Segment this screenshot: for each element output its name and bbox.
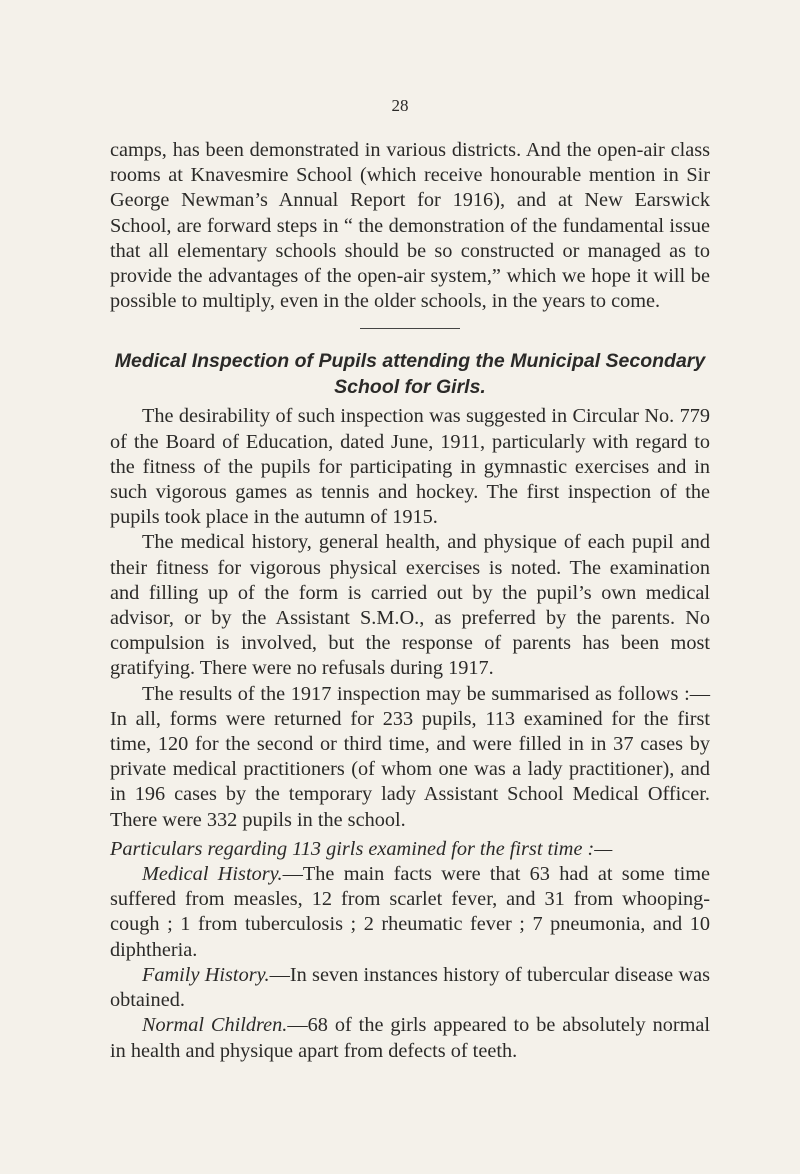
page-number: 28 [391, 96, 409, 115]
paragraph-medical-history-general: The medical history, general health, and physique of each pupil and their fitness for vigorous physical exercises is noted. The examination and filling up of the form is carried out by the pupil’s own medical advisor, or by the Assistant S.M.O., as preferred by the parents. No compulsion is involved, but the response of parents has been most gratifying. There were no refusals during 1917. [110, 531, 710, 680]
page-body [110, 138, 710, 1064]
family-history-paragraph [110, 963, 710, 1013]
normal-children-label: Normal Children. [142, 1014, 288, 1037]
family-history-label: Family History. [142, 963, 270, 986]
normal-children-paragraph [110, 1013, 710, 1063]
section-divider [360, 328, 460, 329]
section-heading-line-1: Medical Inspection of Pupils attending the Municipal Secondary [114, 350, 706, 373]
section-heading-line-2: School for Girls. [334, 375, 486, 398]
paragraph-circular: The desirability of such inspection was suggested in Circular No. 779 of the Board of Education, dated June, 1911, particularly with regard to the fitness of the pupils for participating in gymnastic exercises and in such vigorous games as tennis and hockey. The first inspection of the pupils took place in the autumn of 1915. [110, 405, 710, 529]
medical-history-label: Medical History. [142, 863, 283, 886]
section-heading [110, 349, 710, 400]
paragraph-results-1917: The results of the 1917 inspection may be summarised as follows :—In all, forms were returned for 233 pupils, 113 examined for the first time, 120 for the second or third time, and were filled in in 37 cases by private medical practitioners (of whom one was a lady practitioner), and in 196 cases by the temporary lady Assistant School Medical Officer. There were 332 pupils in the school. [110, 682, 710, 831]
medical-history-paragraph [110, 862, 710, 963]
particulars-label: Particulars regarding 113 girls examined for the first time :— [110, 837, 613, 860]
particulars-heading [110, 837, 710, 862]
normal-children-text: —68 of the girls appeared to be absolutely normal in health and physique apart from defects of teeth. [110, 1014, 711, 1062]
medical-history-text: —The main facts were that 63 had at some time suffered from measles, 12 from scarlet fever, and 31 from whooping-cough ; 1 from tuberculosis ; 2 rheumatic fever ; 7 pneumonia, and 10 diphtheria. [110, 863, 710, 961]
intro-paragraph: camps, has been demonstrated in various districts. And the open-air class rooms at Knavesmire School (which receive honourable mention in Sir George Newman’s Annual Report for 1916), and at New Earswick School, are forward steps in “ the demonstration of the fundamental issue that all elementary schools should be so constructed or managed as to provide the advantages of the open-air system,” which we hope it will be possible to multiply, even in the older schools, in the years to come. [110, 139, 710, 313]
family-history-text: —In seven instances history of tubercular disease was obtained. [110, 963, 711, 1012]
